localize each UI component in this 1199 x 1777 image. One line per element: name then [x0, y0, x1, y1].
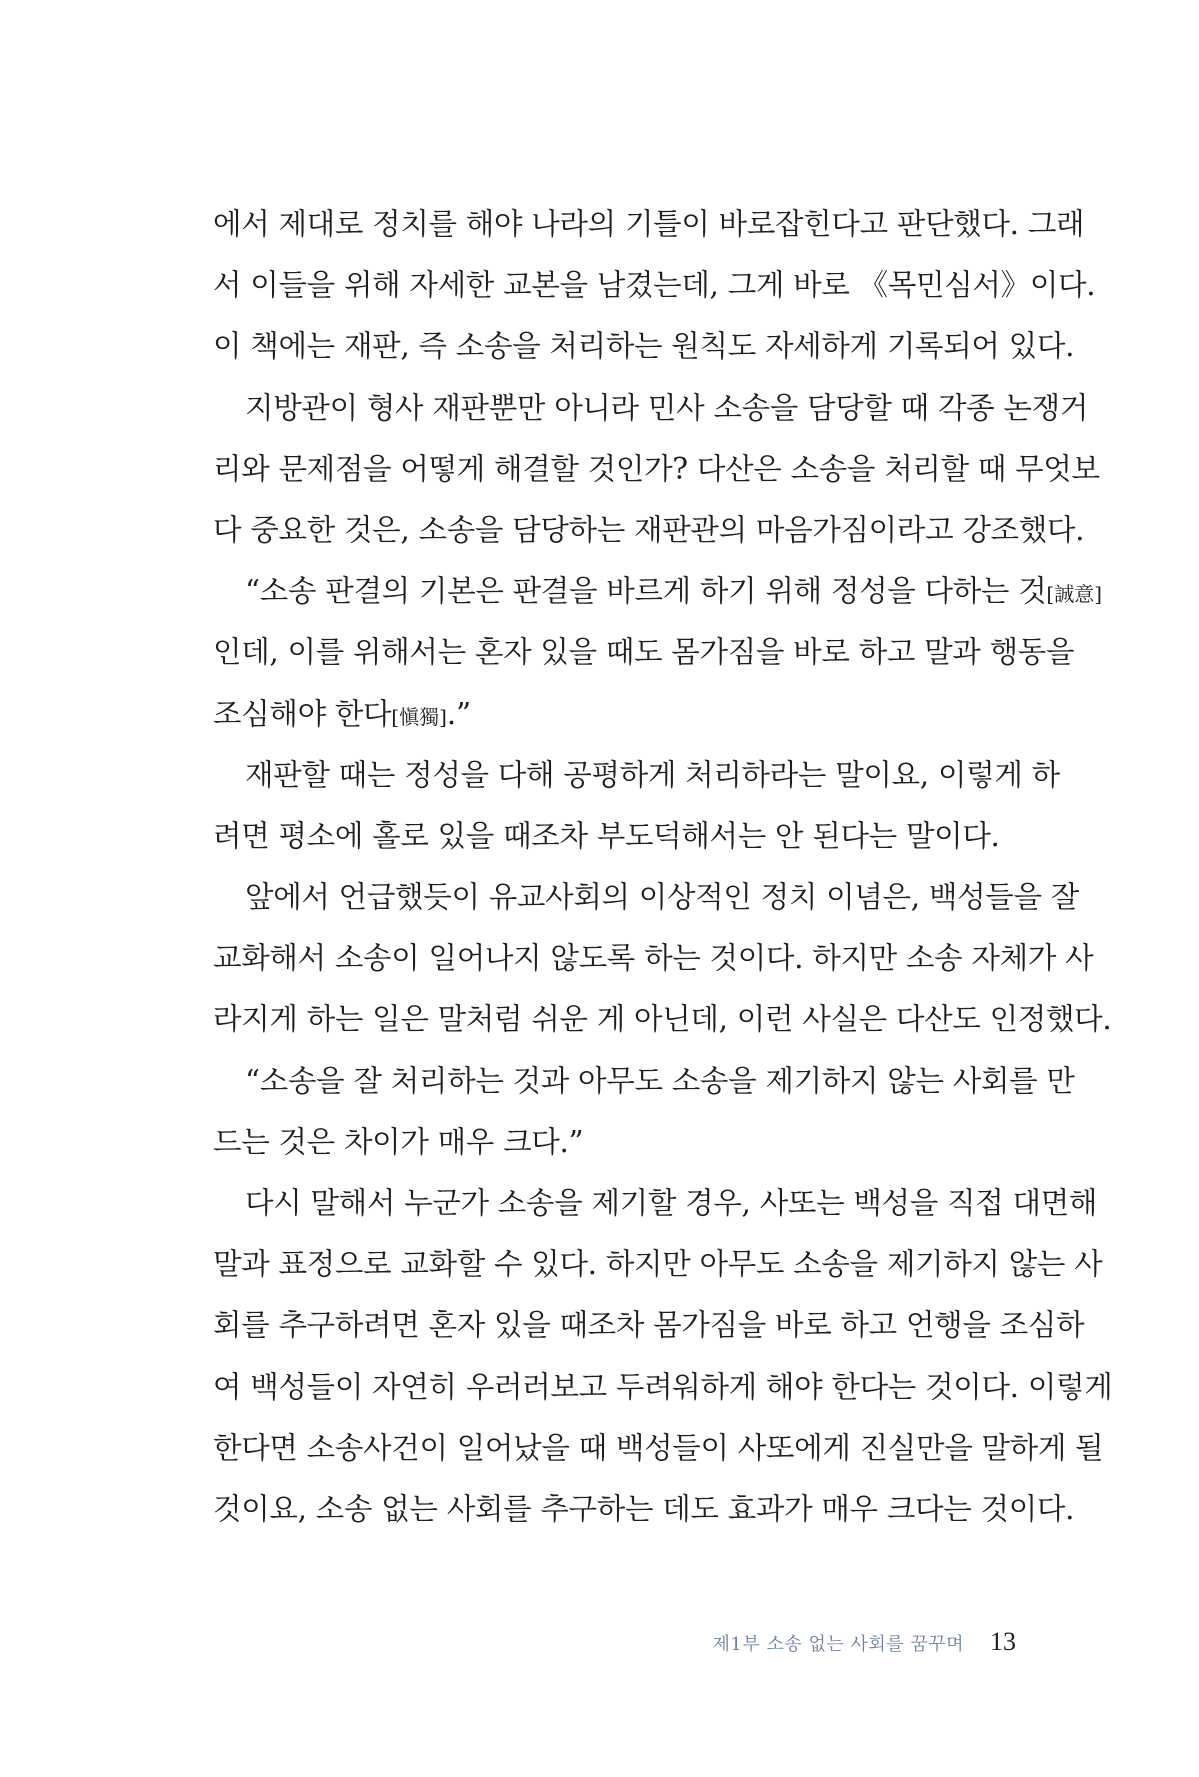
quote-line: “소송을 잘 처리하는 것과 아무도 소송을 제기하지 않는 사회를 만: [245, 1063, 1075, 1098]
paragraph-line: 재판할 때는 정성을 다해 공평하게 처리하라는 말이요, 이렇게 하: [245, 757, 1060, 792]
hanja-annotation: [誠意]: [1046, 582, 1103, 607]
paragraph-line: 한다면 소송사건이 일어났을 때 백성들이 사또에게 진실만을 말하게 될: [213, 1430, 1104, 1465]
paragraph-line: 회를 추구하려면 혼자 있을 때조차 몸가짐을 바로 하고 언행을 조심하: [213, 1308, 1085, 1343]
quote-line: 드는 것은 차이가 매우 크다.”: [213, 1124, 584, 1159]
paragraph-line: 다시 말해서 누군가 소송을 제기할 경우, 사또는 백성을 직접 대면해: [245, 1186, 1098, 1220]
paragraph-line: 다 중요한 것은, 소송을 담당하는 재판관의 마음가짐이라고 강조했다.: [213, 512, 1085, 547]
quote-text: 조심해야 한다: [213, 696, 392, 731]
paragraph-line: 교화해서 소송이 일어나지 않도록 하는 것이다. 하지만 소송 자체가 사: [213, 941, 1094, 976]
body-text: [213, 194, 1113, 1540]
paragraph-line: 말과 표정으로 교화할 수 있다. 하지만 아무도 소송을 제기하지 않는 사: [213, 1247, 1103, 1282]
page-number: 13: [990, 1627, 1016, 1656]
hanja-annotation: [愼獨]: [391, 704, 447, 729]
quote-line: 인데, 이를 위해서는 혼자 있을 때도 몸가짐을 바로 하고 말과 행동을: [213, 635, 1075, 670]
paragraph-line: 앞에서 언급했듯이 유교사회의 이상적인 정치 이념은, 백성들을 잘: [245, 880, 1079, 915]
running-footer-section-title: 제1부 소송 없는 사회를 꿈꾸며: [712, 1634, 964, 1655]
quote-line: [213, 561, 1103, 622]
page-footer: [713, 1627, 1017, 1663]
paragraph-line: 것이요, 소송 없는 사회를 추구하는 데도 효과가 매우 크다는 것이다.: [213, 1491, 1075, 1526]
quote-line: [213, 684, 1015, 745]
paragraph-line: 라지게 하는 일은 말처럼 쉬운 게 아닌데, 이런 사실은 다산도 인정했다.: [213, 1002, 1112, 1037]
paragraph-line: 에서 제대로 정치를 해야 나라의 기틀이 바로잡힌다고 판단했다. 그래: [213, 207, 1085, 241]
quote-close: .”: [446, 696, 471, 731]
paragraph-line: 이 책에는 재판, 즉 소송을 처리하는 원칙도 자세하게 기록되어 있다.: [213, 329, 1075, 364]
paragraph-line: 려면 평소에 홀로 있을 때조차 부도덕해서는 안 된다는 말이다.: [213, 818, 1000, 853]
paragraph-line: 여 백성들이 자연히 우러러보고 두려워하게 해야 한다는 것이다. 이렇게: [213, 1369, 1113, 1404]
paragraph-line: 리와 문제점을 어떻게 해결할 것인가? 다산은 소송을 처리할 때 무엇보: [213, 451, 1100, 486]
paragraph-line: 서 이들을 위해 자세한 교본을 남겼는데, 그게 바로 《목민심서》이다.: [213, 268, 1096, 303]
paragraph-line: 지방관이 형사 재판뿐만 아니라 민사 소송을 담당할 때 각종 논쟁거: [245, 390, 1089, 425]
quote-text: “소송 판결의 기본은 판결을 바르게 하기 위해 정성을 다하는 것: [245, 574, 1047, 609]
